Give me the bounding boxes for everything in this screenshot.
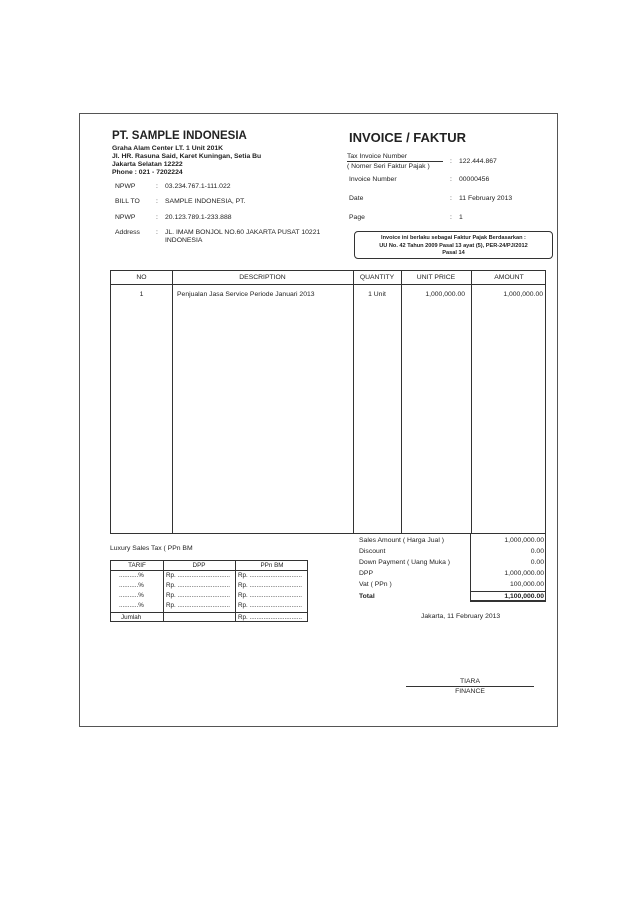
tax-invoice-label	[347, 152, 443, 171]
billto-label: BILL TO	[115, 198, 140, 205]
discount-label: Discount	[359, 548, 386, 555]
column-divider	[235, 561, 236, 621]
column-divider	[471, 271, 472, 533]
colon: :	[450, 214, 452, 221]
signature-line	[406, 686, 534, 687]
column-divider	[172, 271, 173, 533]
ppnbm-rp: Rp. ..............................	[238, 592, 303, 599]
dpp-rp: Rp. ..............................	[166, 572, 231, 579]
luxury-tax-table	[110, 560, 308, 622]
page-value: 1	[459, 214, 463, 221]
dpp-rp: Rp. ..............................	[166, 602, 231, 609]
npwp-label: NPWP	[115, 183, 136, 190]
header-tarif: TARIF	[128, 562, 146, 569]
company-address-line: Jakarta Selatan 12222	[112, 161, 183, 168]
ppnbm-rp: Rp. ..............................	[238, 602, 303, 609]
row-amount: 1,000,000.00	[503, 291, 543, 298]
row-unit-price: 1,000,000.00	[425, 291, 465, 298]
discount-value: 0.00	[530, 548, 544, 555]
company-address-line: Jl. HR. Rasuna Said, Karet Kuningan, Setia Bu	[112, 153, 262, 160]
dpp-value: 1,000,000.00	[504, 570, 544, 577]
tarif-pct: ...........%	[119, 602, 144, 609]
column-divider	[163, 561, 164, 621]
colon: :	[450, 195, 452, 202]
signer-name: TIARA	[459, 678, 480, 685]
header-description: DESCRIPTION	[239, 274, 286, 281]
billto-value: SAMPLE INDONESIA, PT.	[165, 198, 246, 205]
sales-amount-value: 1,000,000.00	[504, 537, 544, 544]
row-quantity: 1 Unit	[368, 291, 386, 298]
address-label: Address	[115, 229, 140, 236]
header-amount: AMOUNT	[494, 274, 524, 281]
tax-notice-line: Pasal 14	[442, 250, 465, 256]
tax-invoice-label-sub: ( Nomer Seri Faktur Pajak )	[347, 163, 430, 170]
colon: :	[156, 198, 158, 205]
down-payment-label: Down Payment ( Uang Muka )	[359, 559, 451, 566]
tarif-pct: ...........%	[119, 582, 144, 589]
column-divider	[353, 271, 354, 533]
signer-title: FINANCE	[455, 688, 485, 695]
down-payment-value: 0.00	[530, 559, 544, 566]
tax-notice-line: Invoice ini berlaku sebagai Faktur Pajak Berdasarkan :	[381, 235, 526, 241]
row-no: 1	[139, 291, 144, 298]
vat-label: Vat ( PPn )	[359, 581, 392, 588]
header-quantity: QUANTITY	[359, 274, 395, 281]
date-value: 11 February 2013	[459, 195, 513, 202]
ppnbm-rp: Rp. ..............................	[238, 582, 303, 589]
total-label: Total	[359, 593, 375, 600]
sales-amount-label: Sales Amount ( Harga Jual )	[359, 537, 445, 544]
header-dpp: DPP	[192, 562, 206, 569]
row-divider	[111, 570, 307, 571]
address-line: JL. IMAM BONJOL NO.60 JAKARTA PUSAT 10221	[165, 229, 321, 236]
luxury-tax-title: Luxury Sales Tax ( PPn BM	[110, 545, 193, 552]
jumlah-label: Jumlah	[121, 614, 142, 621]
dpp-rp: Rp. ..............................	[166, 592, 231, 599]
items-table	[110, 270, 546, 534]
npwp-value: 03.234.767.1-111.022	[165, 183, 231, 190]
vat-value: 100,000.00	[509, 581, 544, 588]
column-divider	[401, 271, 402, 533]
row-divider	[111, 612, 307, 613]
header-no: NO	[136, 274, 147, 281]
npwp2-label: NPWP	[115, 214, 136, 221]
colon: :	[450, 176, 452, 183]
invoice-number-label: Invoice Number	[349, 176, 397, 183]
place-date: Jakarta, 11 February 2013	[421, 613, 501, 620]
company-name: PT. SAMPLE INDONESIA	[112, 130, 247, 142]
colon: :	[156, 214, 158, 221]
tax-notice-box	[354, 231, 553, 259]
header-ppnbm: PPn BM	[260, 562, 284, 569]
dpp-rp: Rp. ..............................	[166, 582, 231, 589]
colon: :	[450, 158, 452, 165]
invoice-title: INVOICE / FAKTUR	[349, 130, 467, 145]
company-address-line: Graha Alam Center LT. 1 Unit 201K	[112, 145, 224, 152]
npwp2-value: 20.123.789.1-233.888	[165, 214, 232, 221]
tarif-pct: ...........%	[119, 592, 144, 599]
address-line: INDONESIA	[165, 237, 203, 244]
colon: :	[156, 229, 158, 236]
invoice-number-value: 00000456	[459, 176, 490, 183]
colon: :	[156, 183, 158, 190]
jumlah-rp: Rp. ..............................	[238, 614, 303, 621]
date-label: Date	[349, 195, 364, 202]
row-description: Penjualan Jasa Service Periode Januari 2013	[177, 291, 315, 298]
ppnbm-rp: Rp. ..............................	[238, 572, 303, 579]
tarif-pct: ...........%	[119, 572, 144, 579]
total-value: 1,100,000.00	[504, 593, 544, 600]
tax-invoice-label-main: Tax Invoice Number	[347, 152, 443, 162]
page-label: Page	[349, 214, 365, 221]
tax-invoice-value: 122.444.867	[459, 158, 497, 165]
header-unit-price: UNIT PRICE	[416, 274, 456, 281]
tax-notice-line: UU No. 42 Tahun 2009 Pasal 13 ayat (5), PER-24/PJ/2012	[379, 242, 528, 249]
company-phone: Phone : 021 - 7202224	[112, 169, 183, 176]
dpp-label: DPP	[359, 570, 373, 577]
